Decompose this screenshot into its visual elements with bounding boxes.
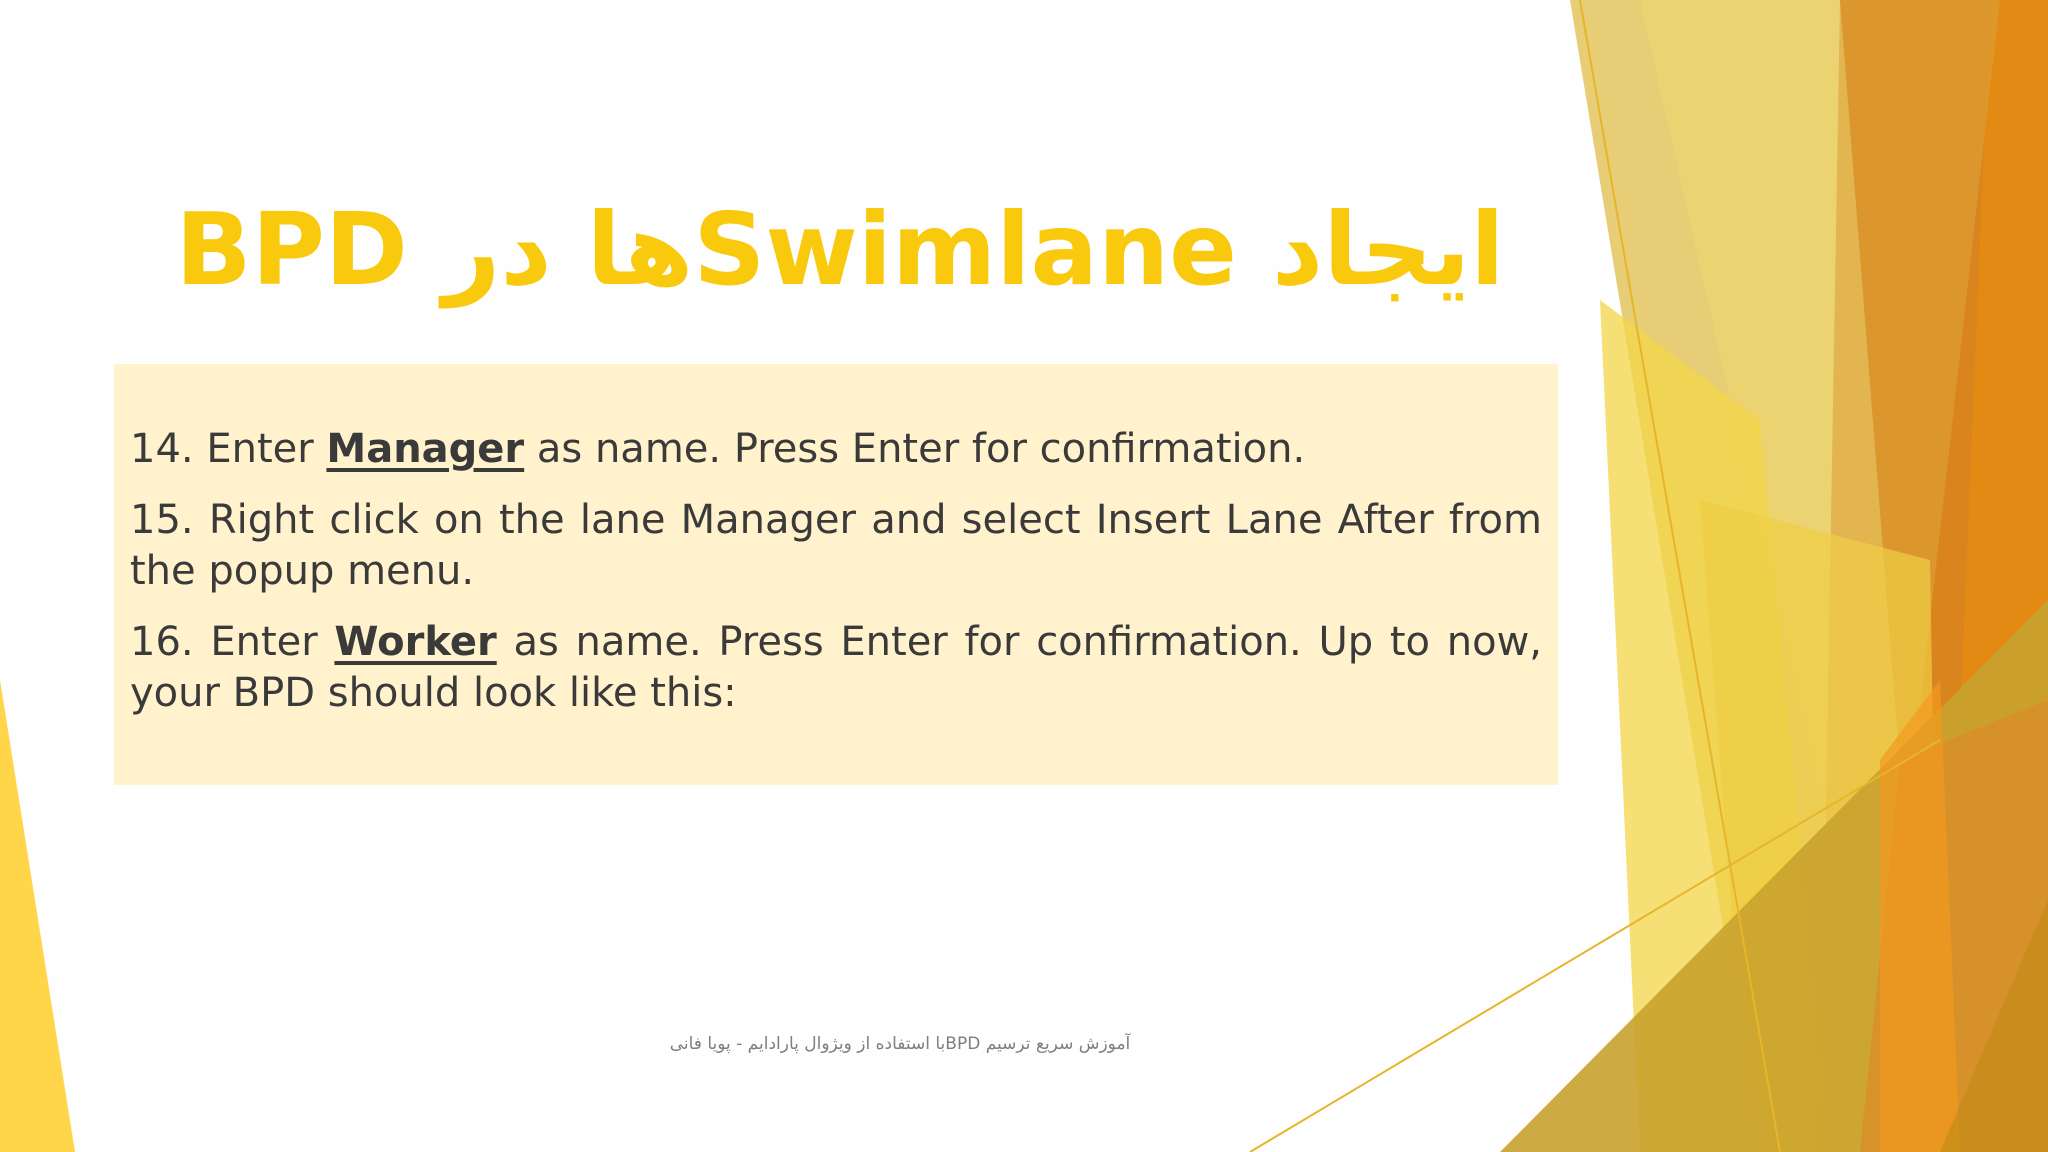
keyword-manager: Manager [326,426,525,472]
step-item: 15. Right click on the lane Manager and select Insert Lane After from the popup menu. [130,497,1542,594]
slide-title: ایجاد Swimlaneها در BPD [175,191,1505,308]
step-item: 14. Enter Manager as name. Press Enter for confirmation. [130,426,1306,472]
step-item: 16. Enter Worker as name. Press Enter for confirmation. Up to now, your BPD should look like this: [130,619,1543,716]
slide-footer: آموزش سریع ترسیم BPDبا استفاده از ویژوال پارادایم - پویا فانی [669,1034,1131,1054]
content-list [130,424,1542,739]
facet-shape [0,680,75,1152]
keyword-worker: Worker [334,619,497,665]
